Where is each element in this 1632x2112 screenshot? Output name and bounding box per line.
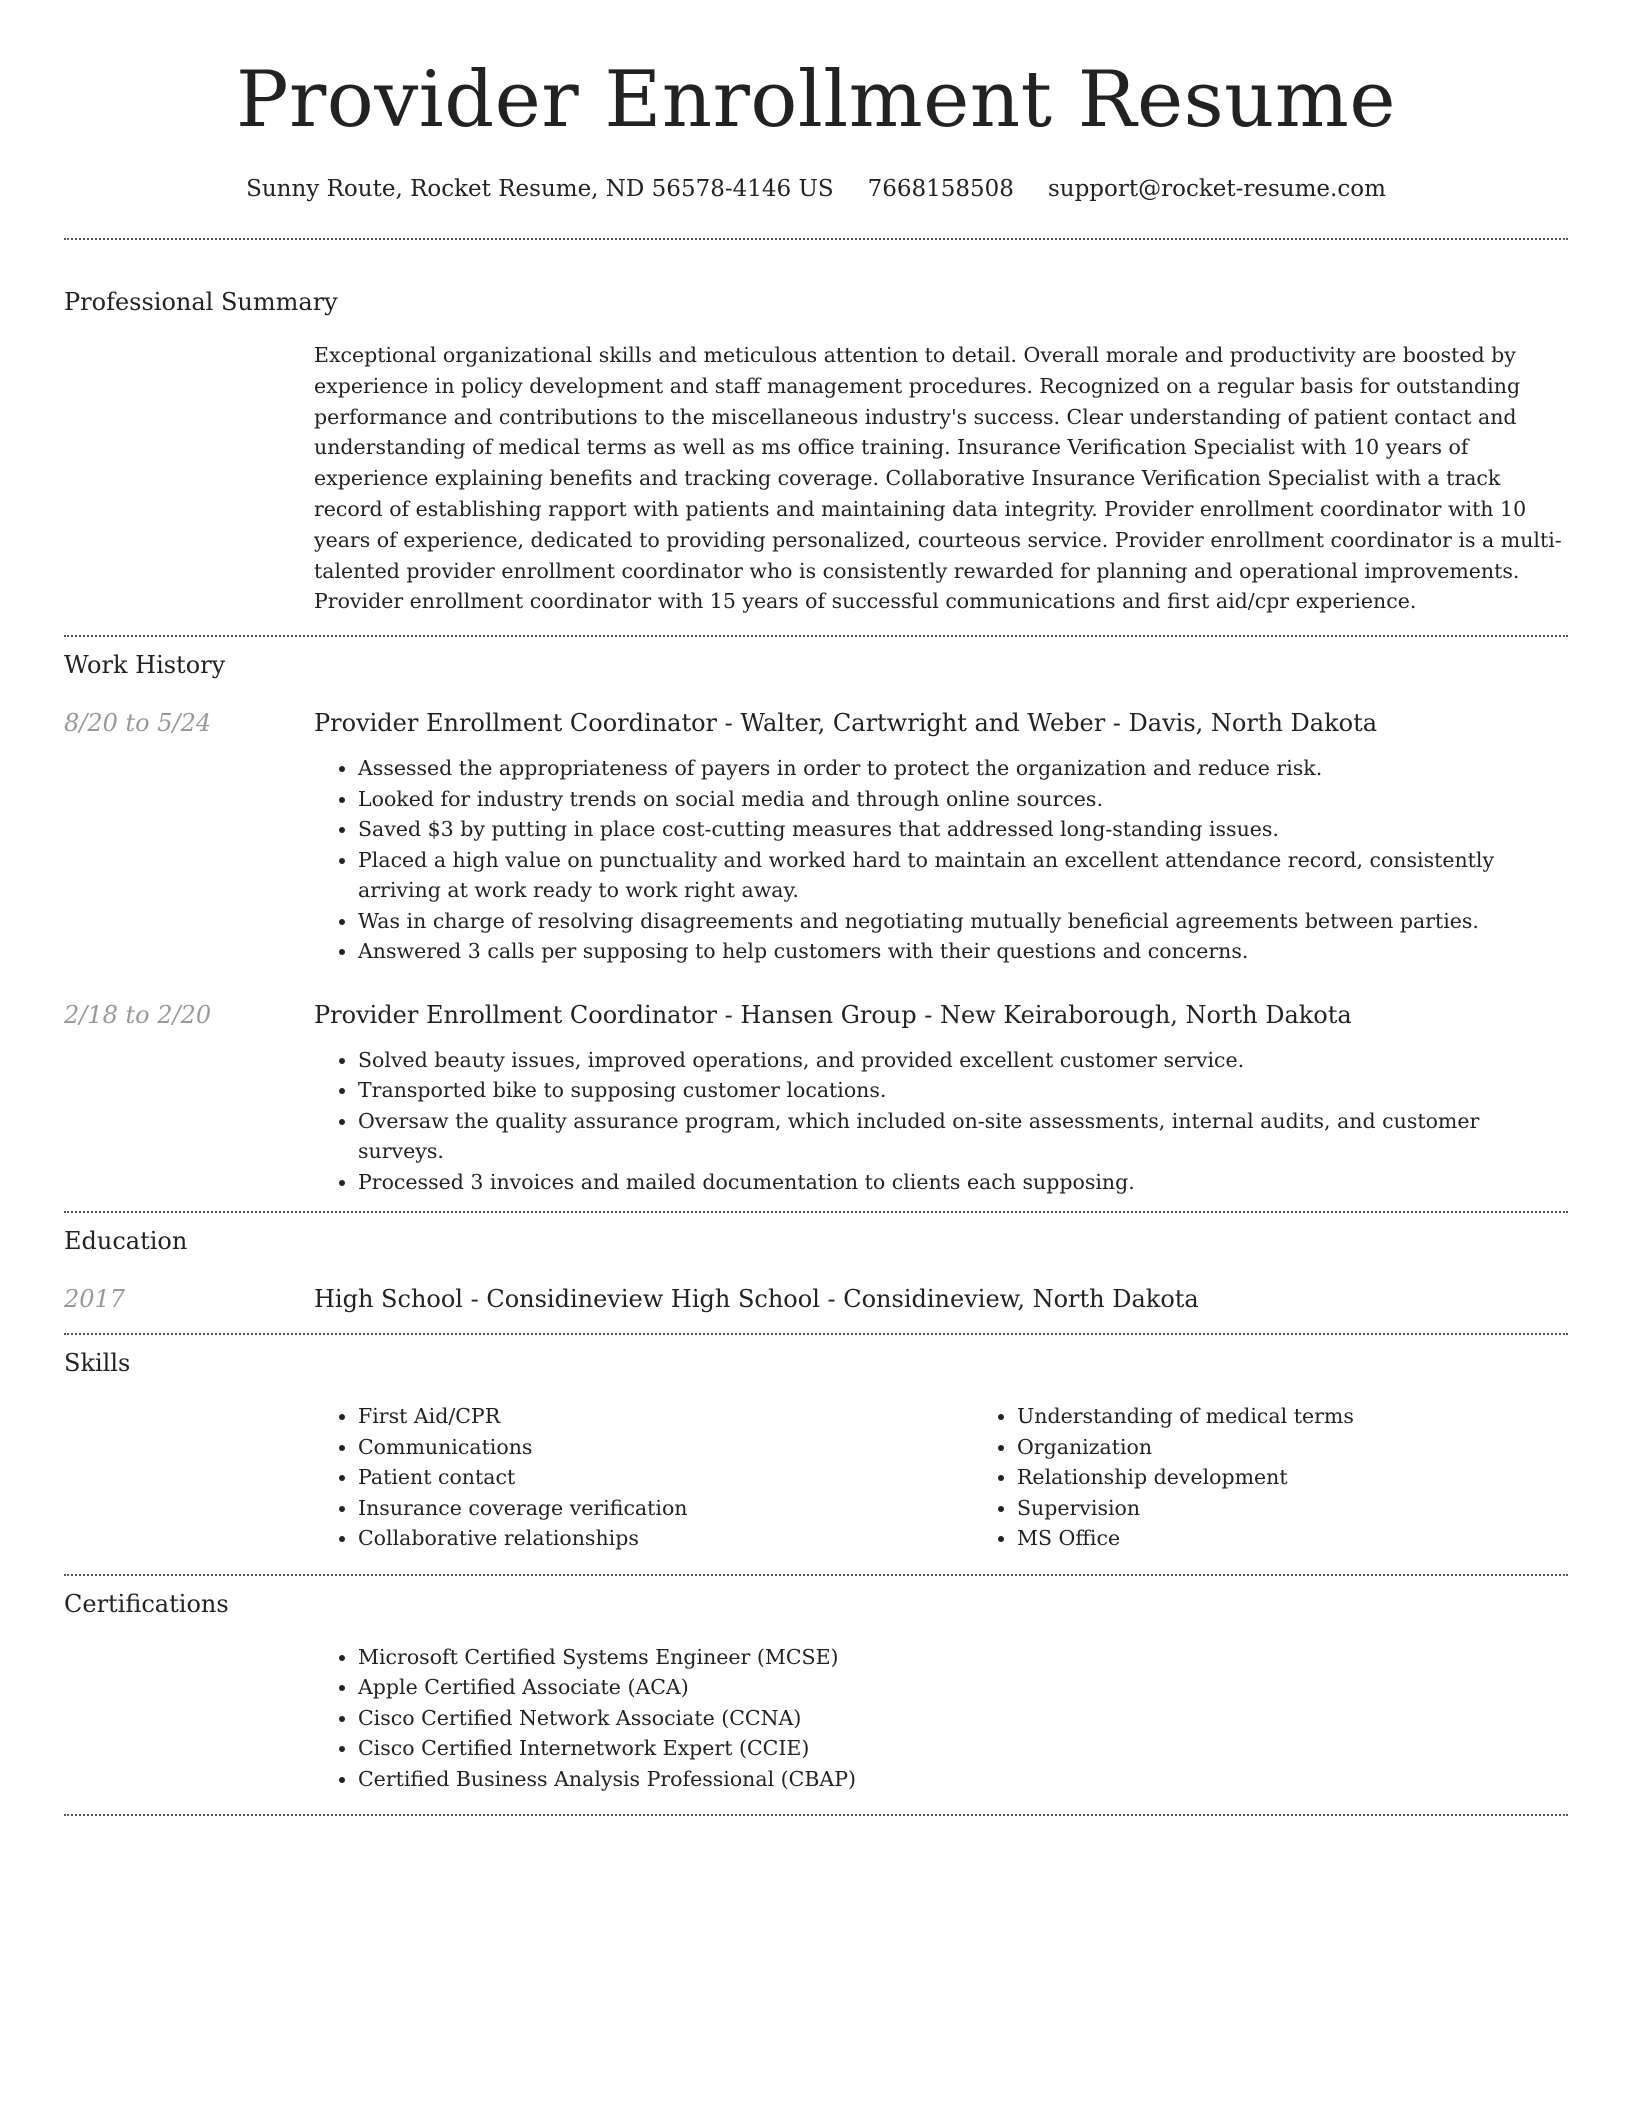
certifications-section xyxy=(64,1576,1568,1795)
education-entry xyxy=(64,1283,1568,1315)
certifications-heading: Certifications xyxy=(64,1589,229,1618)
skills-column-right xyxy=(973,1401,1568,1554)
list-item: • Communications xyxy=(358,1432,973,1463)
list-item: • Organization xyxy=(1017,1432,1568,1463)
job-bullets xyxy=(314,753,1568,967)
resume-title: Provider Enrollment Resume xyxy=(236,55,1396,145)
list-item: • Microsoft Certified Systems Engineer (MCSE) xyxy=(358,1642,1568,1673)
list-item: • Cisco Certified Internetwork Expert (CCIE) xyxy=(358,1733,1568,1764)
list-item: • Looked for industry trends on social media and through online sources. xyxy=(358,784,1568,815)
job-title: Provider Enrollment Coordinator - Walter, Cartwright and Weber - Davis, North Dakota xyxy=(314,709,1378,738)
summary-section xyxy=(64,240,1568,617)
list-item: • Insurance coverage verification xyxy=(358,1493,973,1524)
list-item: • Collaborative relationships xyxy=(358,1523,973,1554)
job-dates: 2/18 to 2/20 xyxy=(64,1000,212,1029)
work-history-section xyxy=(64,637,1568,1197)
job-entry xyxy=(64,707,1568,967)
skills-list xyxy=(314,1401,1568,1554)
list-item: • Assessed the appropriateness of payers in order to protect the organization and reduce risk. xyxy=(358,753,1568,784)
list-item: • Placed a high value on punctuality and worked hard to maintain an excellent attendance record, consistently arriving at work ready to work right away. xyxy=(358,845,1568,906)
skills-column-left xyxy=(314,1401,973,1554)
list-item: • Oversaw the quality assurance program, which included on-site assessments, internal audits, and customer surveys. xyxy=(358,1106,1568,1167)
section-divider xyxy=(64,1814,1568,1816)
summary-text: Exceptional organizational skills and meticulous attention to detail. Overall morale and productivity are boosted by experience in policy development and staff management procedures. Recognized on a regular basis for outstanding performance and contributions to the miscellaneous industry's success. Clear understanding of patient contact and understanding of medical terms as well as ms office training. Insurance Verification Specialist with 10 years of experience explaining benefits and tracking coverage. Collaborative Insurance Verification Specialist with a track record of establishing rapport with patients and maintaining data integrity. Provider enrollment coordinator with 10 years of experience, dedicated to providing personalized, courteous service. Provider enrollment coordinator is a multi-talented provider enrollment coordinator who is consistently rewarded for planning and operational improvements. Provider enrollment coordinator with 15 years of successful communications and first aid/cpr experience. xyxy=(314,343,1562,614)
list-item: • Was in charge of resolving disagreements and negotiating mutually beneficial agreements between parties. xyxy=(358,906,1568,937)
list-item: • Cisco Certified Network Associate (CCNA) xyxy=(358,1703,1568,1734)
education-detail: High School - Considineview High School - Considineview, North Dakota xyxy=(314,1285,1199,1314)
list-item: • Supervision xyxy=(1017,1493,1568,1524)
work-history-heading: Work History xyxy=(64,651,226,680)
job-entry xyxy=(64,999,1568,1198)
skills-section xyxy=(64,1335,1568,1554)
education-year: 2017 xyxy=(64,1285,126,1314)
list-item: • MS Office xyxy=(1017,1523,1568,1554)
list-item: • Answered 3 calls per supposing to help customers with their questions and concerns. xyxy=(358,936,1568,967)
education-heading: Education xyxy=(64,1227,188,1256)
contact-email: support@rocket-resume.com xyxy=(1047,176,1386,202)
list-item: • First Aid/CPR xyxy=(358,1401,973,1432)
summary-heading: Professional Summary xyxy=(64,288,338,316)
contact-info xyxy=(64,174,1568,204)
skills-heading: Skills xyxy=(64,1349,131,1378)
certifications-list xyxy=(314,1642,1568,1795)
education-section xyxy=(64,1213,1568,1315)
list-item: • Processed 3 invoices and mailed documentation to clients each supposing. xyxy=(358,1167,1568,1198)
job-title: Provider Enrollment Coordinator - Hansen Group - New Keiraborough, North Dakota xyxy=(314,1000,1352,1029)
contact-phone: 7668158508 xyxy=(867,176,1014,202)
list-item: • Solved beauty issues, improved operations, and provided excellent customer service. xyxy=(358,1045,1568,1076)
job-dates: 8/20 to 5/24 xyxy=(64,709,212,738)
job-bullets xyxy=(314,1045,1568,1198)
list-item: • Relationship development xyxy=(1017,1462,1568,1493)
list-item: • Transported bike to supposing customer locations. xyxy=(358,1075,1568,1106)
list-item: • Understanding of medical terms xyxy=(1017,1401,1568,1432)
list-item: • Patient contact xyxy=(358,1462,973,1493)
list-item: • Saved $3 by putting in place cost-cutting measures that addressed long-standing issues. xyxy=(358,814,1568,845)
contact-address: Sunny Route, Rocket Resume, ND 56578-4146 US xyxy=(246,176,834,202)
list-item: • Certified Business Analysis Professional (CBAP) xyxy=(358,1764,1568,1795)
list-item: • Apple Certified Associate (ACA) xyxy=(358,1672,1568,1703)
